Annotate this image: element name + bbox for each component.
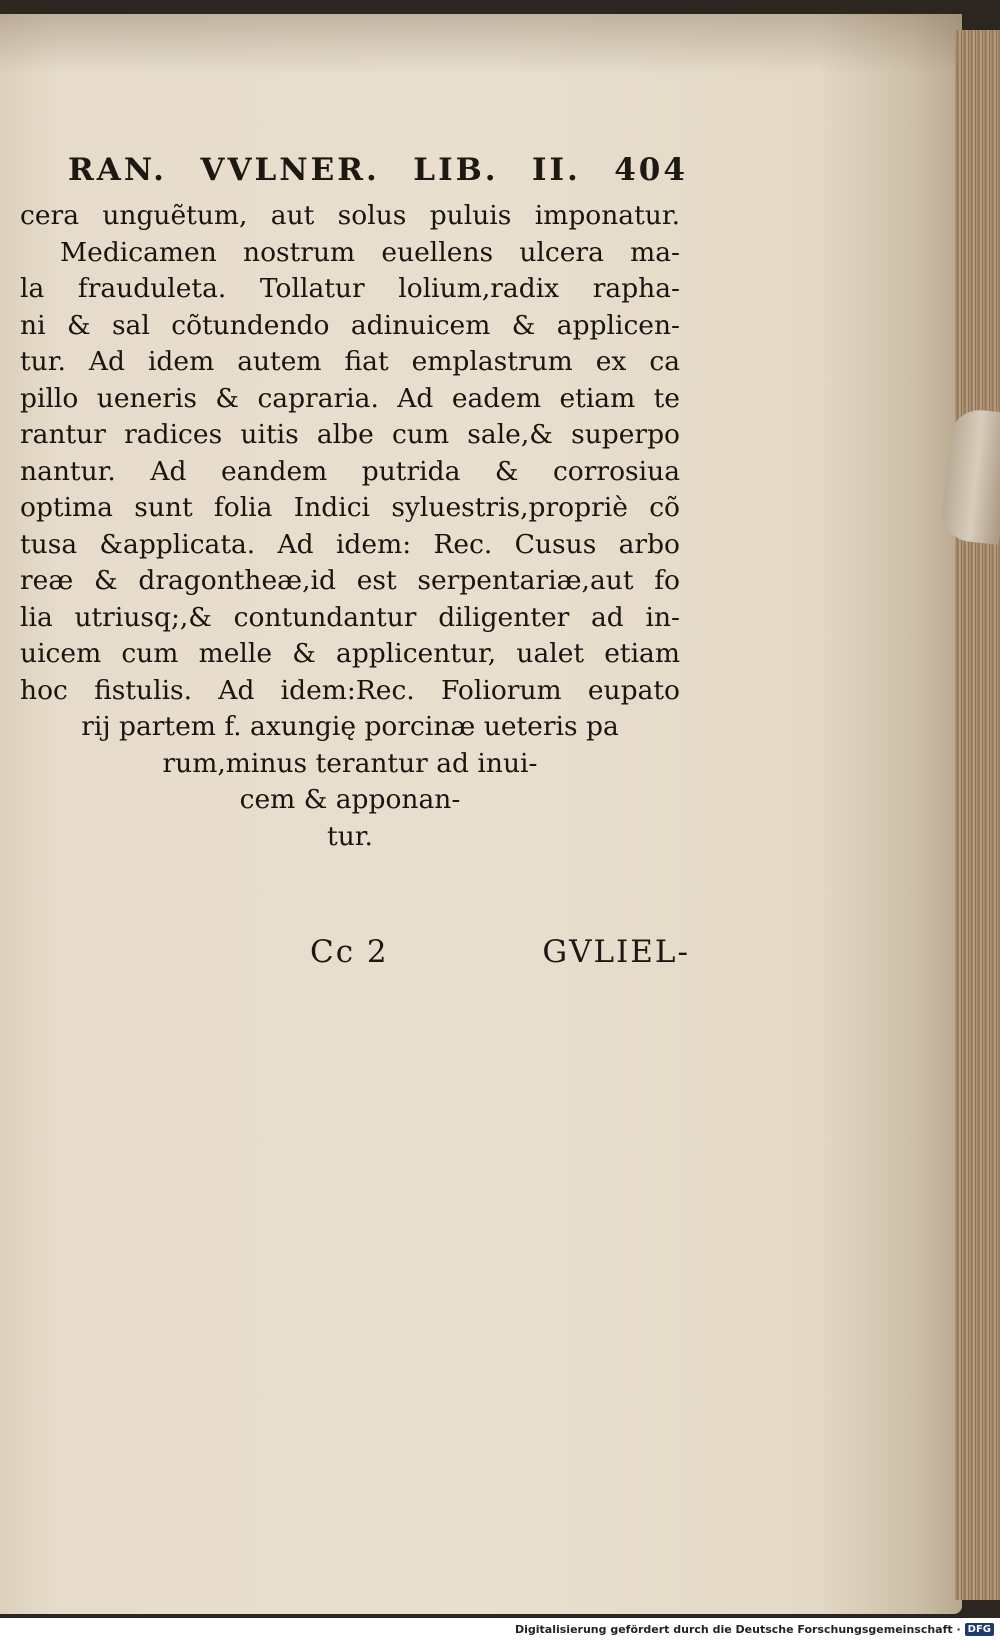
text-line: Medicamen nostrum euellens ulcera ma-: [60, 236, 680, 268]
text-line: rantur radices uitis albe cum sale,& superpo: [20, 419, 680, 450]
running-head-lib: LIB.: [413, 152, 499, 188]
text-line: uicem cum melle & applicentur, ualet etiam: [20, 638, 680, 669]
text-line: la frauduleta. Tollatur lolium,radix rapha-: [20, 273, 680, 304]
credit-text: Digitalisierung gefördert durch die Deutsche Forschungsgemeinschaft ·: [514, 1622, 961, 1636]
folio-number: 404: [614, 152, 688, 188]
text-line: tusa &applicata. Ad idem: Rec. Cusus arbo: [20, 528, 680, 560]
text-line: optima sunt folia Indici syluestris,propriè cõ: [20, 492, 680, 523]
running-head: [68, 152, 688, 188]
running-head-middle: VVLNER.: [200, 152, 380, 188]
text-line: pillo ueneris & capraria. Ad eadem etiam te: [20, 382, 680, 414]
text-line: cem & apponan-: [239, 784, 461, 815]
body-text: [20, 198, 680, 855]
dfg-logo-icon: DFG: [965, 1623, 994, 1636]
page-shadow: [0, 14, 962, 74]
text-line: tur. Ad idem autem fiat emplastrum ex ca: [20, 346, 680, 377]
running-head-book: II.: [532, 152, 581, 188]
catchword: GVLIEL-: [542, 934, 690, 970]
signature-mark: Cc 2: [310, 934, 389, 970]
page-footer: [310, 934, 690, 970]
text-line: lia utriusq;,& contundantur diligenter ad in-: [20, 601, 680, 633]
text-line: nantur. Ad eandem putrida & corrosiua: [20, 455, 680, 487]
text-line: rum,minus terantur ad inui-: [162, 747, 538, 779]
running-head-left: RAN.: [68, 152, 167, 188]
text-line: tur.: [327, 820, 373, 852]
text-line: hoc fistulis. Ad idem:Rec. Foliorum eupato: [20, 674, 680, 706]
text-line: ni & sal cõtundendo adinuicem & applicen-: [20, 309, 680, 341]
page-edges: [955, 30, 1000, 1600]
text-line: reæ & dragontheæ,id est serpentariæ,aut fo: [20, 565, 680, 596]
credit-bar: [0, 1618, 1000, 1640]
text-line: rij partem f. axungię porcinæ ueteris pa: [81, 711, 619, 742]
text-line: cera unguẽtum, aut solus puluis imponatur.: [20, 200, 680, 231]
book-page: [0, 14, 962, 1614]
